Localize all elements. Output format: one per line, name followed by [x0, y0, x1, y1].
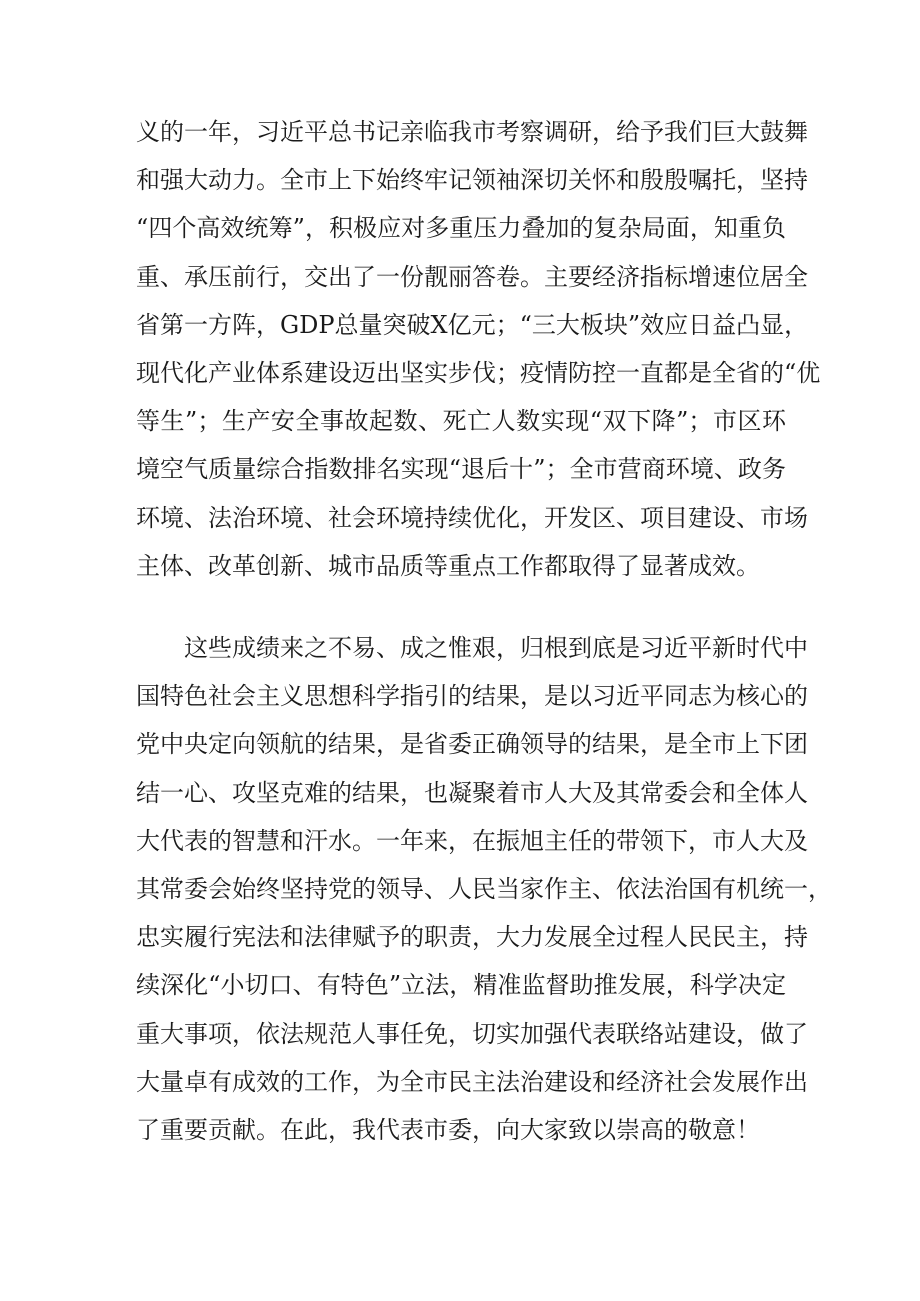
text-line: 和强大动力。全市上下始终牢记领袖深切关怀和殷殷嘱托，坚持: [136, 166, 808, 195]
text-line: 主体、改革创新、城市品质等重点工作都取得了显著成效。: [136, 551, 760, 580]
paragraph-acknowledgement: [136, 624, 832, 1154]
text-line: 重、承压前行，交出了一份靓丽答卷。主要经济指标增速位居全: [136, 262, 808, 291]
text-line: 结一心、攻坚克难的结果，也凝聚着市人大及其常委会和全体人: [136, 778, 808, 807]
text-line: 了重要贡献。在此，我代表市委，向大家致以崇高的敬意！: [136, 1115, 760, 1144]
text-line: 忠实履行宪法和法律赋予的职责，大力发展全过程人民民主，持: [136, 923, 808, 952]
paragraph-achievements: [136, 108, 821, 590]
text-line: 这些成绩来之不易、成之惟艰，归根到底是习近平新时代中: [184, 634, 808, 662]
text-line: 现代化产业体系建设迈出坚实步伐；疫情防控一直都是全省的“优: [136, 358, 821, 387]
text-line: 续深化“小切口、有特色”立法，精准监督助推发展，科学决定: [136, 971, 786, 1000]
text-line: 省第一方阵，GDP总量突破X亿元；“三大板块”效应日益凸显，: [136, 310, 809, 339]
text-line: 大量卓有成效的工作，为全市民主法治建设和经济社会发展作出: [136, 1067, 808, 1096]
text-line: 其常委会始终坚持党的领导、人民当家作主、依法治国有机统一，: [136, 874, 832, 903]
text-line: 国特色社会主义思想科学指引的结果，是以习近平同志为核心的: [136, 682, 808, 711]
text-line: 党中央定向领航的结果，是省委正确领导的结果，是全市上下团: [136, 730, 808, 759]
text-line: 大代表的智慧和汗水。一年来，在振旭主任的带领下，市人大及: [136, 826, 808, 855]
text-line: “四个高效统筹”，积极应对多重压力叠加的复杂局面，知重负: [136, 214, 786, 243]
text-line: 境空气质量综合指数排名实现“退后十”；全市营商环境、政务: [136, 455, 786, 484]
text-line: 重大事项，依法规范人事任免，切实加强代表联络站建设，做了: [136, 1019, 808, 1048]
text-line: 等生”；生产安全事故起数、死亡人数实现“双下降”；市区环: [136, 407, 786, 436]
text-line: 环境、法治环境、社会环境持续优化，开发区、项目建设、市场: [136, 503, 808, 532]
text-line: 义的一年，习近平总书记亲临我市考察调研，给予我们巨大鼓舞: [136, 118, 808, 146]
